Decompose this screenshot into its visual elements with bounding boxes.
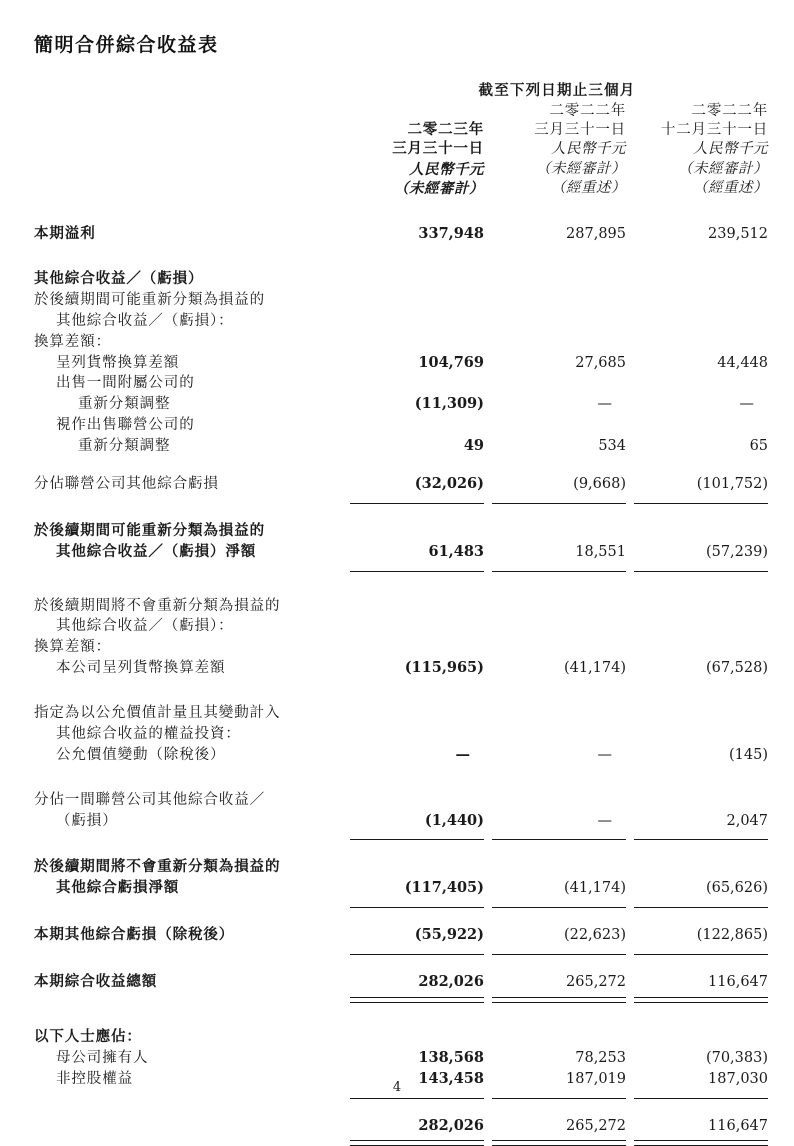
row-label: 本期綜合收益總額 xyxy=(34,974,158,991)
total-rule xyxy=(34,1136,770,1146)
header-column-2 xyxy=(486,102,628,198)
row-value: 187,030 xyxy=(708,1070,769,1087)
table-row xyxy=(34,616,770,637)
row-value: 116,647 xyxy=(708,1117,769,1134)
row-label: 分佔一間聯營公司其他綜合收益／ xyxy=(34,791,265,808)
row-label: 視作出售聯營公司的 xyxy=(56,417,195,434)
header-spacer xyxy=(34,198,770,224)
table-row xyxy=(34,1048,770,1069)
rule-double-line xyxy=(634,1140,768,1146)
row-value: (122,865) xyxy=(696,927,769,944)
subtotal-rule xyxy=(34,946,770,955)
row-value: 104,769 xyxy=(418,353,484,371)
row-value: 27,685 xyxy=(575,354,626,371)
row-value: — xyxy=(597,746,612,763)
row-value: 143,458 xyxy=(418,1069,484,1087)
row-value: 44,448 xyxy=(717,354,769,371)
row-value: 116,647 xyxy=(708,974,769,991)
header-column-1 xyxy=(344,102,486,198)
row-value: — xyxy=(597,396,612,413)
table-row xyxy=(34,1027,770,1048)
table-row xyxy=(34,658,770,679)
row-label: 非控股權益 xyxy=(56,1070,133,1087)
header-date: 三月三十一日 xyxy=(534,122,626,139)
row-label: 本公司呈列貨幣換算差額 xyxy=(56,660,226,677)
table-row xyxy=(34,474,770,495)
table-row xyxy=(34,596,770,617)
row-value: — xyxy=(597,812,612,829)
row-value: (101,752) xyxy=(696,475,769,492)
row-value: (57,239) xyxy=(705,543,769,560)
header-detail-row xyxy=(34,102,770,198)
row-value: (32,026) xyxy=(414,474,484,492)
row-label: 於後續期間可能重新分類為損益的 xyxy=(34,291,265,308)
row-label: 於後續期間將不會重新分類為損益的 xyxy=(34,859,281,876)
row-value: (1,440) xyxy=(424,811,484,829)
row-value: 78,253 xyxy=(575,1049,626,1066)
row-value: (11,309) xyxy=(414,395,484,413)
table-row xyxy=(34,373,770,394)
table-row xyxy=(34,415,770,436)
row-value: 65 xyxy=(749,438,769,455)
row-label: 其他綜合收益／（虧損）： xyxy=(56,618,234,635)
subtotal-rule xyxy=(34,899,770,908)
table-row xyxy=(34,857,770,878)
row-label: 呈列貨幣換算差額 xyxy=(56,354,180,371)
table-row xyxy=(34,745,770,766)
row-spacer xyxy=(34,955,770,972)
row-spacer xyxy=(34,572,770,596)
subtotal-rule xyxy=(34,563,770,572)
header-year: 二零二二年 xyxy=(549,102,626,119)
table-row xyxy=(34,925,770,946)
subtotal-rule xyxy=(34,495,770,504)
header-restate-note: （經重述） xyxy=(551,179,626,196)
row-value: (115,965) xyxy=(404,659,484,677)
row-value: — xyxy=(739,396,755,413)
row-label: 其他綜合收益的權益投資： xyxy=(56,725,241,742)
row-spacer xyxy=(34,1003,770,1027)
header-currency: 人民幣千元 xyxy=(693,141,769,158)
row-value: (145) xyxy=(729,746,769,763)
row-label: 其他綜合收益／（虧損） xyxy=(34,271,204,288)
row-label: 其他綜合收益／（虧損）： xyxy=(56,312,234,329)
table-row xyxy=(34,637,770,658)
header-date: 十二月三十一日 xyxy=(660,122,769,139)
header-year: 二零二二年 xyxy=(691,102,769,119)
row-spacer xyxy=(34,840,770,857)
row-label: 指定為以公允價值計量且其變動計入 xyxy=(34,705,281,722)
row-label: 其他綜合虧損淨額 xyxy=(56,880,180,897)
row-label: 本期其他綜合虧損（除稅後） xyxy=(34,927,235,944)
row-value: 239,512 xyxy=(708,226,769,243)
row-label: 出售一間附屬公司的 xyxy=(56,375,195,392)
table-row xyxy=(34,542,770,563)
header-audit-note: （未經審計） xyxy=(394,179,484,197)
header-span-row xyxy=(34,79,770,102)
header-currency: 人民幣千元 xyxy=(551,141,626,158)
table-row xyxy=(34,436,770,457)
row-label: 於後續期間可能重新分類為損益的 xyxy=(34,522,265,539)
row-value: 18,551 xyxy=(575,543,626,560)
row-value: 138,568 xyxy=(418,1048,484,1066)
row-value: (65,626) xyxy=(705,880,769,897)
row-label: 本期溢利 xyxy=(34,226,96,243)
row-value: 287,895 xyxy=(566,226,626,243)
header-period-span: 截至下列日期止三個月 xyxy=(478,82,636,99)
table-row xyxy=(34,353,770,374)
row-spacer xyxy=(34,457,770,474)
header-audit-note: （未經審計） xyxy=(536,160,626,177)
row-label: 分佔聯營公司其他綜合虧損 xyxy=(34,475,219,492)
row-label: 換算差額： xyxy=(34,333,111,350)
total-rule xyxy=(34,993,770,1003)
header-year: 二零二三年 xyxy=(407,122,484,139)
row-label: 其他綜合收益／（虧損）淨額 xyxy=(56,543,257,560)
row-label: 於後續期間將不會重新分類為損益的 xyxy=(34,597,281,614)
row-label: 換算差額： xyxy=(34,639,111,656)
row-value: (117,405) xyxy=(404,879,484,897)
table-row xyxy=(34,290,770,311)
table-row xyxy=(34,311,770,332)
row-value: 265,272 xyxy=(566,1117,626,1134)
table-row xyxy=(34,269,770,290)
table-row xyxy=(34,1116,770,1137)
row-value: (70,383) xyxy=(705,1049,769,1066)
header-column-3 xyxy=(628,102,770,198)
table-row xyxy=(34,811,770,832)
row-spacer xyxy=(34,245,770,269)
row-label: （虧損） xyxy=(56,812,118,829)
table-row xyxy=(34,224,770,245)
row-label xyxy=(34,1116,344,1137)
row-value: — xyxy=(455,745,470,763)
row-value: 282,026 xyxy=(418,973,484,991)
row-value: 49 xyxy=(463,437,484,455)
row-label: 公允價值變動（除稅後） xyxy=(56,746,226,763)
row-spacer xyxy=(34,766,770,790)
row-value: (22,623) xyxy=(563,927,626,944)
page-number: 4 xyxy=(392,1080,402,1095)
row-value: 534 xyxy=(598,438,626,455)
table-row xyxy=(34,703,770,724)
row-value: 282,026 xyxy=(418,1116,484,1134)
row-value: (55,922) xyxy=(414,926,484,944)
table-row xyxy=(34,790,770,811)
subtotal-rule xyxy=(34,831,770,840)
header-currency: 人民幣千元 xyxy=(409,160,484,178)
rule-double-line xyxy=(492,1140,626,1146)
header-audit-note: （未經審計） xyxy=(678,160,769,177)
header-date: 三月三十一日 xyxy=(392,141,484,158)
income-statement-table xyxy=(34,79,770,1146)
row-value: 2,047 xyxy=(726,812,769,829)
rule-double-line xyxy=(350,1140,484,1146)
table-row xyxy=(34,878,770,899)
row-spacer xyxy=(34,504,770,521)
row-spacer xyxy=(34,908,770,925)
row-spacer xyxy=(34,679,770,703)
row-value: (41,174) xyxy=(563,660,626,677)
header-restate-note: （經重述） xyxy=(693,179,769,196)
table-row xyxy=(34,394,770,415)
table-row xyxy=(34,724,770,745)
row-value: 337,948 xyxy=(418,225,484,243)
row-label: 重新分類調整 xyxy=(78,396,171,413)
table-row xyxy=(34,972,770,993)
row-spacer xyxy=(34,1099,770,1116)
row-value: (67,528) xyxy=(705,660,769,677)
row-label: 母公司擁有人 xyxy=(56,1049,149,1066)
row-value: 187,019 xyxy=(566,1070,626,1087)
row-value: (41,174) xyxy=(563,880,626,897)
row-value: (9,668) xyxy=(573,475,626,492)
row-value: 265,272 xyxy=(566,974,626,991)
row-label: 重新分類調整 xyxy=(78,438,171,455)
table-row xyxy=(34,332,770,353)
row-value: 61,483 xyxy=(428,542,484,560)
row-label: 以下人士應佔： xyxy=(34,1028,142,1045)
page-title: 簡明合併綜合收益表 xyxy=(34,34,219,56)
table-row xyxy=(34,521,770,542)
